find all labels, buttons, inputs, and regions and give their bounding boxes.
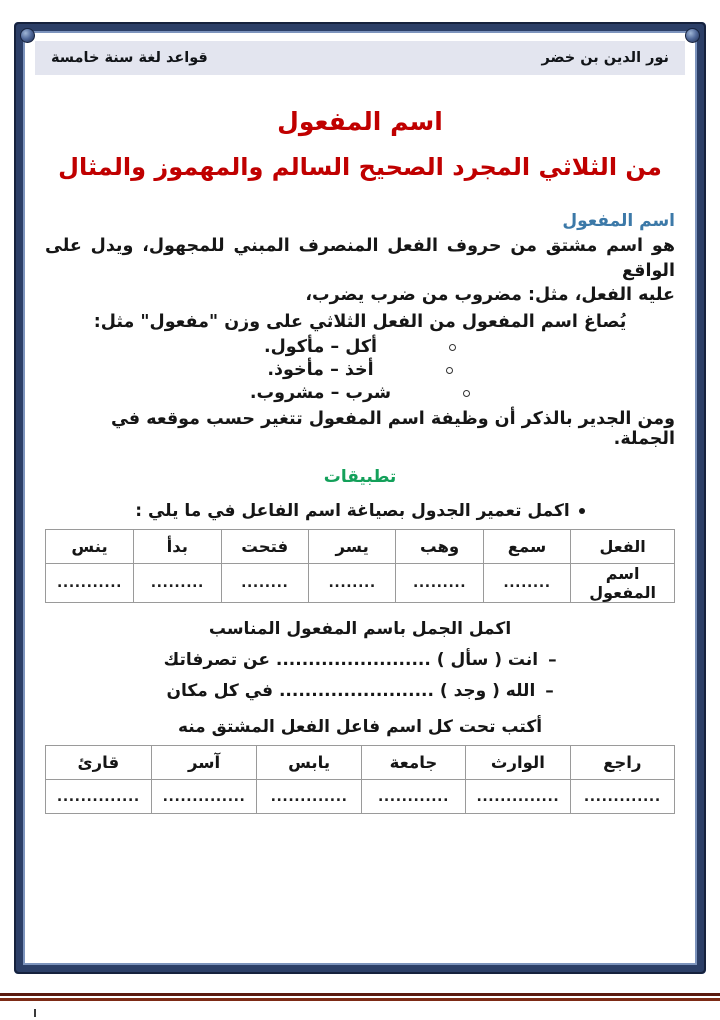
table-cell-noun: يابس (257, 746, 361, 780)
table-cell-verb: بدأ (134, 530, 221, 564)
table-cell-answer-blank[interactable]: ............ (361, 780, 465, 814)
header-subject-title: قواعد لغة سنة خامسة (51, 50, 208, 66)
table-cell-noun: جامعة (361, 746, 465, 780)
table-cell-answer-blank[interactable]: ............. (257, 780, 361, 814)
bottom-tick-mark (34, 1009, 36, 1017)
document-header-bar (35, 41, 685, 75)
table-cell-answer-blank[interactable]: ............. (570, 780, 674, 814)
dash-bullet-icon: – (548, 650, 557, 671)
table-row-label: الفعل (571, 530, 675, 564)
table-cell-answer-blank[interactable]: ........... (46, 564, 134, 603)
table-row-label: اسم المفعول (571, 564, 675, 603)
page-frame (14, 22, 706, 974)
example-text: أخذ – مأخوذ. (267, 360, 374, 381)
lesson-note: ومن الجدير بالذكر أن وظيفة اسم المفعول تتغير حسب موقعه في الجملة. (110, 409, 675, 450)
list-item (45, 681, 675, 701)
task-1-instruction (45, 501, 675, 521)
table-cell-noun: آسر (151, 746, 257, 780)
table-cell-verb: وهب (396, 530, 483, 564)
table-row (46, 564, 675, 603)
bottom-divider-band (0, 993, 720, 1003)
exercise-table-2 (45, 745, 675, 814)
table-cell-answer-blank[interactable]: ........ (308, 564, 395, 603)
frame-corner-knob-top-left (20, 28, 35, 43)
table-cell-answer-blank[interactable]: .............. (466, 780, 570, 814)
page-title: اسم المفعول (277, 107, 443, 136)
list-item (45, 650, 675, 670)
table-row (46, 746, 675, 780)
table-cell-answer-blank[interactable]: .............. (151, 780, 257, 814)
table-row (46, 530, 675, 564)
page-subtitle: من الثلاثي المجرد الصحيح السالم والمهموز والمثال (58, 152, 662, 181)
lesson-heading: اسم المفعول (562, 210, 675, 231)
sentence-text[interactable]: الله ( وجد ) ........................ في كل مكان (166, 681, 536, 702)
table-cell-noun: الوارث (466, 746, 570, 780)
table-cell-answer-blank[interactable]: ........ (221, 564, 308, 603)
definition-line-1: هو اسم مشتق من حروف الفعل المنصرف المبني للمجهول، ويدل على الواقع (45, 235, 675, 281)
table-cell-answer-blank[interactable]: ........ (483, 564, 570, 603)
task-3-instruction (45, 717, 675, 737)
task-3-text: أكتب تحت كل اسم فاعل الفعل المشتق منه (177, 717, 543, 738)
table-cell-verb: سمع (483, 530, 570, 564)
definition-line-2: عليه الفعل، مثل: مضروب من ضرب يضرب، (305, 285, 675, 306)
sentence-text[interactable]: انت ( سأل ) ........................ عن تصرفاتك (163, 650, 539, 671)
table-cell-noun: قارئ (46, 746, 152, 780)
table-cell-answer-blank[interactable]: ......... (134, 564, 221, 603)
table-cell-verb: يسر (308, 530, 395, 564)
example-text: أكل – مأكول. (263, 337, 378, 358)
header-author-name: نور الدين بن خضر (541, 50, 669, 66)
list-item (45, 337, 675, 357)
frame-corner-knob-top-right (685, 28, 700, 43)
list-item (45, 360, 675, 380)
table-cell-verb: فتحت (221, 530, 308, 564)
circle-bullet-icon (449, 344, 456, 351)
task-1-text: اكمل تعمير الجدول بصياغة اسم الفاعل في ما يلي : (135, 501, 570, 522)
table-cell-noun: راجع (570, 746, 674, 780)
examples-list (45, 337, 675, 403)
task-2-text: اكمل الجمل باسم المفعول المناسب (208, 619, 512, 640)
circle-bullet-icon (463, 390, 470, 397)
task-2-instruction (45, 619, 675, 639)
lesson-section (45, 211, 675, 450)
document-content (23, 83, 697, 965)
table-row (46, 780, 675, 814)
table-cell-verb: ينس (46, 530, 134, 564)
dot-bullet-icon (579, 508, 585, 514)
table-cell-answer-blank[interactable]: .............. (46, 780, 152, 814)
example-text: شرب – مشروب. (249, 383, 392, 404)
exercise-table-1 (45, 529, 675, 603)
dash-bullet-icon: – (545, 681, 554, 702)
bottom-rule-thick (0, 993, 720, 996)
list-item (45, 383, 675, 403)
bottom-rule-thin (0, 998, 720, 1001)
table-cell-answer-blank[interactable]: ......... (396, 564, 483, 603)
formation-rule-line: يُصاغ اسم المفعول من الفعل الثلاثي على وزن "مفعول" مثل: (93, 312, 627, 333)
circle-bullet-icon (446, 367, 453, 374)
exercises-heading: تطبيقات (323, 467, 397, 488)
